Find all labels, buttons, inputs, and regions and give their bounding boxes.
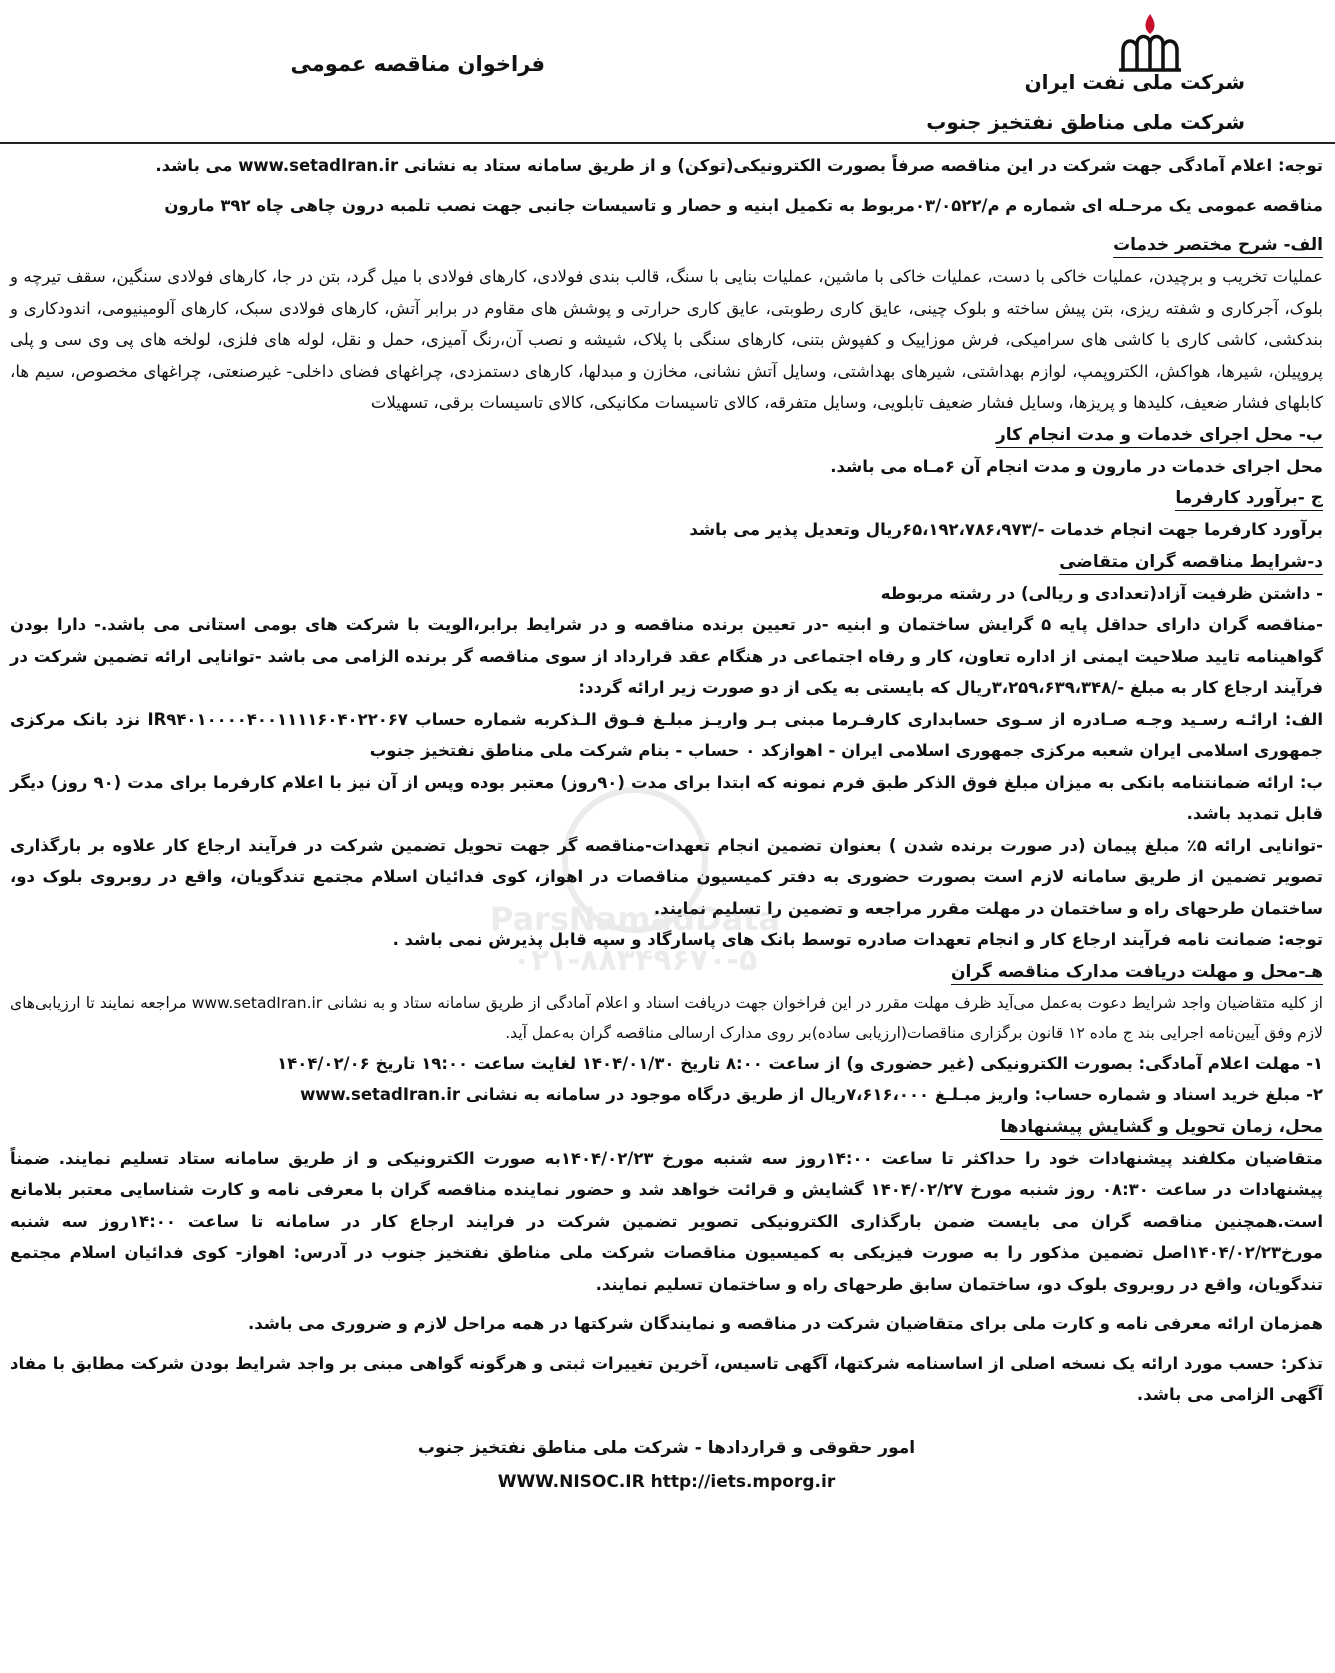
section-d-p1: - داشتن ظرفیت آزاد(تعدادی و ریالی) در رشته مربوطه xyxy=(880,583,1323,603)
section-d-note: توجه: ضمانت نامه فرآیند ارجاع کار و انجام تعهدات صادره توسط بانک های پاسارگاد و سپه قابل پذیرش نمی باشد . xyxy=(392,930,1323,949)
nioc-flame-logo-icon xyxy=(1115,10,1185,74)
section-d-p2: -مناقصه گران دارای حداقل پایه ۵ گرایش ساختمان و ابنیه -در تعیین برنده مناقصه و در شرایط برابر،الویت با شرکت های بومی استانی می باشد.- دارا بودن گواهینامه تایید صلاحیت ایمنی از اداره تعاون، کار و رفاه اجتماعی در هنگام عقد قرارداد از سوی مناقصه گر برنده الزامی می باشد -توانایی ارائه تضمین شرکت در فرآیند ارجاع کار به مبلغ -/۳،۲۵۹،۶۳۹،۳۴۸ریال که بایستی به یکی از دو صورت زیر ارائه گردد: xyxy=(10,615,1323,697)
section-f-text: متقاضیان مکلفند پیشنهادات خود را حداکثر تا ساعت ۱۴:۰۰روز سه شنبه مورخ ۱۴۰۴/۰۲/۲۳به صورت الکترونیکی و از طریق سامانه ستاد تسلیم نمایند. ضمناً پیشنهادات در ساعت ۰۸:۳۰ روز شنبه مورخ ۱۴۰۴/۰۲/۲۷ گشایش و قرائت خواهد شد و حضور نماینده مناقصه گران با معرفی نامه و کارت شناسایی معتبر بلامانع است.همچنین مناقصه گران می بایست ضمن بارگذاری الکترونیکی تصویر تضمین شرکت در فرایند ارجاع کار در سامانه تا ساعت ۱۴:۰۰روز سه شنبه مورخ۱۴۰۴/۰۲/۲۳اصل تضمین مذکور را به صورت فیزیکی به کمیسیون مناقصات شرکت ملی مناطق نفتخیز جنوب در آدرس: اهواز- کوی فدائیان اسلام مجتمع تندگویان، واقع در روبروی بلوک دو، ساختمان سابق طرحهای راه و ساختمان تسلیم نمایند. xyxy=(10,1148,1324,1294)
section-d-heading: د-شرایط مناقصه گران متقاضی xyxy=(10,546,1323,578)
section-f-note-2: تذکر: حسب مورد ارائه یک نسخه اصلی از اساسنامه شرکتها، آگهی تاسیس، آخرین تغییرات ثبتی و هرگونه گواهی مبنی بر واجد شرایط بودن شرکت مطابق با مفاد آگهی الزامی می باشد. xyxy=(10,1353,1323,1404)
section-d-p4: ب: ارائه ضمانتنامه بانکی به میزان مبلغ فوق الذکر طبق فرم نمونه که ابتدا برای مدت (۹۰روز) معتبر بوده وپس از آن نیز با اعلام کارفرما برای مدت (۹۰ روز) دیگر قابل تمدید باشد. xyxy=(10,772,1323,823)
footer-department: امور حقوقی و قراردادها - شرکت ملی مناطق نفتخیز جنوب xyxy=(417,1437,916,1458)
notice-line-1: توجه: اعلام آمادگی جهت شرکت در این مناقصه صرفاً بصورت الکترونیکی(توکن) و از طریق سامانه ستاد به نشانی www.setadIran.ir می باشد. xyxy=(155,156,1323,175)
section-a-heading: الف- شرح مختصر خدمات xyxy=(10,229,1323,261)
company-name-nisoc: شرکت ملی مناطق نفتخیز جنوب xyxy=(926,110,1245,134)
footer-websites: WWW.NISOC.IR http://iets.mporg.ir xyxy=(497,1471,836,1492)
footer xyxy=(10,1431,1323,1499)
page-title: فراخوان مناقصه عمومی xyxy=(290,52,545,76)
section-b-text: محل اجرای خدمات در مارون و مدت انجام آن ۶مـاه می باشد. xyxy=(830,456,1323,476)
header xyxy=(0,0,1335,144)
section-e-heading: هـ-محل و مهلت دریافت مدارک مناقصه گران xyxy=(10,956,1323,988)
section-e-item-2: ۲- مبلغ خرید اسناد و شماره حساب: واریز مبـلـغ ۷،۶۱۶،۰۰۰ریال از طریق درگاه موجود در سامانه به نشانی www.setadIran.ir xyxy=(300,1085,1323,1104)
section-c-heading: ج -برآورد کارفرما xyxy=(10,482,1323,514)
section-b-heading: ب- محل اجرای خدمات و مدت انجام کار xyxy=(10,419,1323,451)
notice-body xyxy=(10,150,1323,1499)
notice-line-2: مناقصه عمومی یک مرحـله ای شماره م م/۰۳/۰۵۲۲مربوط به تکمیل ابنیه و حصار و تاسیسات جانبی جهت نصب تلمبه درون چاهی چاه ۳۹۲ مارون xyxy=(164,195,1323,215)
section-a-text: عملیات تخریب و برچیدن، عملیات خاکی با دست، عملیات خاکی با ماشین، عملیات بنایی با سنگ، قالب بندی فولادی، کارهای فولادی با میل گرد، بتن در جا، کارهای فولادی سنگین، سقف تیرچه و بلوک، آجرکاری و شفته ریزی، بتن پیش ساخته و بلوک چینی، عایق کاری رطوبتی، عایق کاری حرارتی و پوشش های مقاوم در برابر آتش، کارهای فولادی سبک، کارهای آلومینیومی، اندودکاری و بندکشی، کاشی کاری با کاشی های سرامیکی، فرش موزاییک و کفپوش بتنی، کارهای سنگی با پلاک، شیشه و نصب آن،رنگ آمیزی، حمل و نقل، لوله های فلزی، لولخه های پی وی سی و پلی پروپیلن، شیرها، هواکش، الکتروپمپ، لوازم بهداشتی، شیرهای بهداشتی، وسایل آتش نشانی، مخازن و مبدلها، کارهای دستمزدی، چراغهای فضای داخلی- غیرصنعتی، چراغهای مخصوص، سیم ها، کابلهای فشار ضعیف، کلیدها و پریزها، وسایل فشار ضعیف تابلویی، وسایل متفرقه، کالای تاسیسات مکانیکی، کالای تاسیسات برقی، تسهیلات xyxy=(10,267,1323,412)
section-f-heading: محل، زمان تحویل و گشایش پیشنهادها xyxy=(10,1111,1323,1143)
watermark-phone: ۰۲۱-۸۸۳۴۹۶۷۰-۵ xyxy=(512,943,758,978)
watermark-brand: ParsNamadData xyxy=(489,900,781,938)
section-e-text: از کلیه متقاضیان واجد شرایط دعوت به‌عمل می‌آید ظرف مهلت مقرر در این فراخوان جهت دریافت اسناد و اعلام آمادگی از طریق سامانه ستاد و به نشانی www.setadIran.ir مراجعه نمایند تا ارزیابی‌های لازم وفق آیین‌نامه اجرایی بند ج ماده ۱۲ قانون برگزاری مناقصات(ارزیابی ساده)بر روی مدارک ارسالی مناقصه گران به‌عمل آید. xyxy=(10,993,1323,1042)
section-d-p3: الف: ارائـه رسـید وجـه صـادره از سـوی حسابداری کارفـرما مبنی بـر واریـز مبلـغ فـوق الـذکربه شماره حساب IR۹۴۰۱۰۰۰۰۴۰۰۱۱۱۱۶۰۴۰۲۲۰۶۷ نزد بانک مرکزی جمهوری اسلامی ایران شعبه مرکزی جمهوری اسلامی ایران - اهوازکد ۰ حساب - بنام شرکت ملی مناطق نفتخیز جنوب xyxy=(10,709,1323,760)
section-e-item-1: ۱- مهلت اعلام آمادگی: بصورت الکترونیکی (غیر حضوری و) از ساعت ۸:۰۰ تاریخ ۱۴۰۴/۰۱/۳۰ لغایت ساعت ۱۹:۰۰ تاریخ ۱۴۰۴/۰۲/۰۶ xyxy=(277,1053,1323,1073)
section-f-note-1: همزمان ارائه معرفی نامه و کارت ملی برای متقاضیان شرکت در مناقصه و نمایندگان شرکتها در همه مراحل لازم و ضروری می باشد. xyxy=(247,1314,1323,1333)
section-d-p5: -توانایی ارائه ۵٪ مبلغ پیمان (در صورت برنده شدن ) بعنوان تضمین انجام تعهدات-مناقصه گر جهت تحویل تضمین شرکت در فرآیند ارجاع کار علاوه بر بارگذاری تصویر تضمین از طریق سامانه لازم است بصورت حضوری به دفتر کمیسیون مناقصات در اهواز، کوی فدائیان اسلام مجتمع تندگویان، واقع در روبروی بلوک دو، ساختمان طرحهای راه و ساختمان در مهلت مقرر مراجعه و تضمین را تسلیم نمایند. xyxy=(10,835,1323,918)
company-name-nioc: شرکت ملی نفت ایران xyxy=(1024,70,1245,94)
section-c-text: برآورد کارفرما جهت انجام خدمات -/۶۵،۱۹۲،۷۸۶،۹۷۳ریال وتعدیل پذیر می باشد xyxy=(689,520,1323,539)
